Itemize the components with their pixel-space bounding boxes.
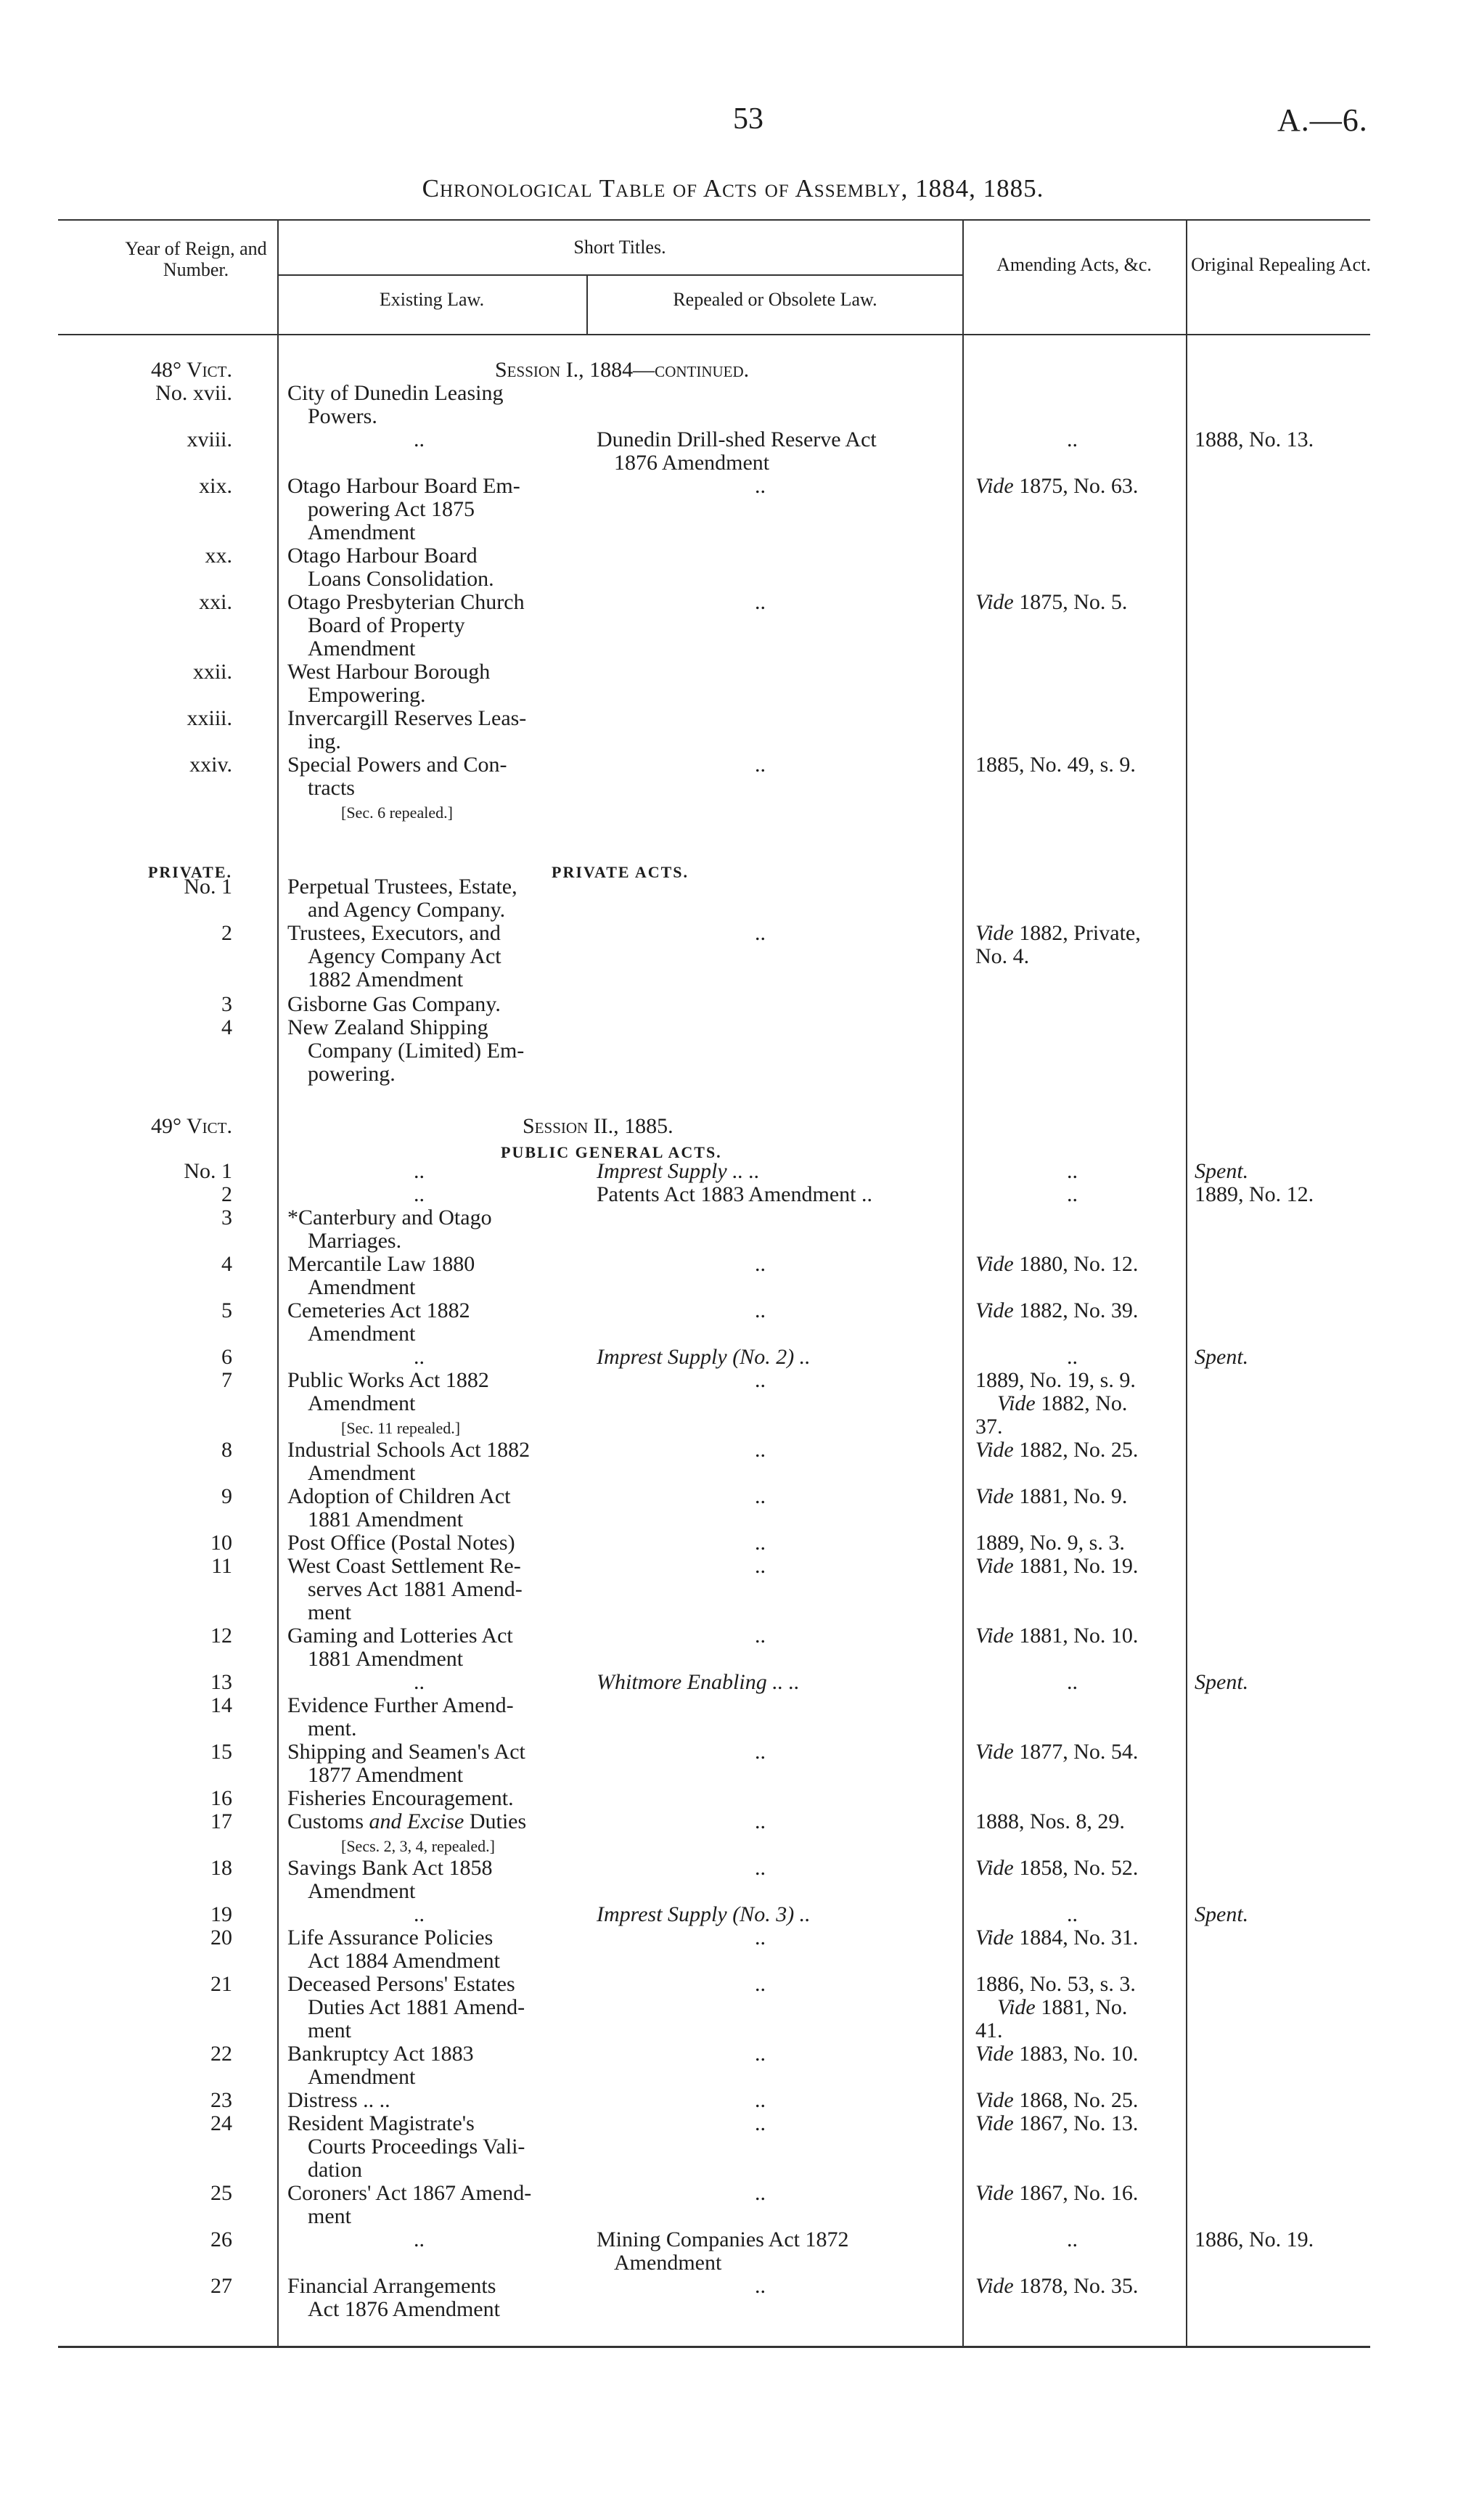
amending-act-text: Vide 1880, No. 12.	[975, 1252, 1139, 1276]
column-divider-1	[277, 219, 279, 2346]
header-year: Year of Reign, and Number.	[125, 238, 267, 280]
row-number: 14	[210, 1693, 232, 1717]
amending-act-text: Vide 1881, No. 19.	[975, 1554, 1139, 1578]
repealed-law-text: 1876 Amendment	[614, 451, 770, 475]
row-number: xxii.	[192, 660, 232, 684]
header-mid-rule	[277, 274, 962, 276]
repealed-law-text: ..	[755, 1809, 766, 1833]
row-number: 11	[211, 1554, 232, 1578]
amending-act-text: 1886, No. 53, s. 3.	[975, 1972, 1136, 1996]
amending-act-text: Vide 1882, No. 25.	[975, 1438, 1139, 1462]
original-repealing-act: 1889, No. 12.	[1195, 1182, 1314, 1206]
repealed-law-text: ..	[755, 1368, 766, 1392]
existing-law-text: Deceased Persons' Estates	[287, 1972, 515, 1996]
row-number: No. 1	[184, 875, 232, 899]
repealed-law-text: Imprest Supply (No. 2) ..	[597, 1345, 811, 1369]
existing-law-text: Adoption of Children Act	[287, 1484, 511, 1508]
existing-law-text: Gisborne Gas Company.	[287, 992, 501, 1016]
row-number: 2	[221, 921, 232, 945]
amending-act-text: 1885, No. 49, s. 9.	[975, 753, 1136, 777]
row-number: xviii.	[187, 428, 232, 451]
row-number: 27	[210, 2274, 232, 2298]
existing-law-text: Amendment	[308, 1879, 416, 1903]
row-number: xxi.	[199, 590, 232, 614]
row-number: 26	[210, 2228, 232, 2251]
repealed-law-text: ..	[755, 1531, 766, 1555]
document-reference: A.—6.	[1277, 102, 1368, 138]
existing-law-text: Marriages.	[308, 1229, 402, 1253]
existing-law-text: West Harbour Borough	[287, 660, 491, 684]
amending-act-text: 1888, Nos. 8, 29.	[975, 1809, 1125, 1833]
existing-law-text: 1881 Amendment	[308, 1647, 464, 1671]
repealed-law-text: Dunedin Drill-shed Reserve Act	[597, 428, 877, 451]
page-title: Chronological Table of Acts of Assembly, 1884, 1885.	[422, 174, 1044, 202]
repealed-law-text: Whitmore Enabling .. ..	[597, 1670, 800, 1694]
existing-law-text: ..	[414, 2228, 425, 2251]
existing-law-text: dation	[308, 2158, 362, 2182]
amending-act-text: Vide 1878, No. 35.	[975, 2274, 1139, 2298]
header-amending: Amending Acts, &c.	[996, 254, 1152, 275]
repealed-law-text: ..	[755, 1972, 766, 1996]
existing-law-text: Duties Act 1881 Amend-	[308, 1995, 525, 2019]
row-number: 4	[221, 1015, 232, 1039]
existing-law-text: ..	[414, 428, 425, 451]
page-number: 53	[733, 102, 763, 136]
amending-act-text: Vide 1875, No. 5.	[975, 590, 1128, 614]
session1-heading: Session I., 1884—continued.	[495, 358, 750, 382]
existing-law-text: Financial Arrangements	[287, 2274, 496, 2298]
amending-act-text: Vide 1882, Private,	[975, 921, 1141, 945]
repealed-law-text: ..	[755, 2181, 766, 2205]
row-number: 2	[221, 1182, 232, 1206]
row-number: 3	[221, 1206, 232, 1230]
amending-act-text: ..	[1067, 2228, 1078, 2251]
existing-law-text: Coroners' Act 1867 Amend-	[287, 2181, 532, 2205]
existing-law-text: Shipping and Seamen's Act	[287, 1740, 525, 1764]
row-number: 17	[210, 1809, 232, 1833]
amending-act-text: Vide 1881, No.	[997, 1995, 1128, 2019]
existing-law-text: Gaming and Lotteries Act	[287, 1624, 513, 1648]
existing-law-text: Trustees, Executors, and	[287, 921, 501, 945]
existing-law-text: ment	[308, 2018, 351, 2042]
amending-act-text: ..	[1067, 1902, 1078, 1926]
existing-law-text: ment.	[308, 1717, 357, 1740]
existing-law-text: West Coast Settlement Re-	[287, 1554, 521, 1578]
row-number: xix.	[199, 474, 232, 498]
existing-law-text: Otago Harbour Board	[287, 544, 478, 568]
original-repealing-act: Spent.	[1195, 1670, 1249, 1694]
session1-year: 48° Vict.	[151, 358, 232, 382]
existing-law-text: Courts Proceedings Vali-	[308, 2135, 525, 2159]
existing-law-text: tracts	[308, 776, 355, 800]
amending-act-text: Vide 1882, No. 39.	[975, 1298, 1139, 1322]
header-bottom-rule	[58, 334, 1370, 335]
repeal-note: [Secs. 2, 3, 4, repealed.]	[341, 1837, 495, 1855]
existing-law-text: Loans Consolidation.	[308, 567, 494, 591]
amending-act-text: 1889, No. 19, s. 9.	[975, 1368, 1136, 1392]
existing-law-text: Life Assurance Policies	[287, 1926, 494, 1950]
row-number: xxiv.	[189, 753, 232, 777]
existing-law-text: 1882 Amendment	[308, 968, 464, 991]
repealed-law-text: ..	[755, 1926, 766, 1950]
private-heading: PRIVATE ACTS.	[552, 863, 689, 881]
existing-law-text: Post Office (Postal Notes)	[287, 1531, 515, 1555]
existing-law-text: ment	[308, 1600, 351, 1624]
row-number: 23	[210, 2088, 232, 2112]
repealed-law-text: ..	[755, 1856, 766, 1880]
table-bottom-rule	[58, 2346, 1370, 2348]
amending-act-text: Vide 1881, No. 10.	[975, 1624, 1139, 1648]
amending-act-text: 37.	[975, 1415, 1003, 1439]
amending-act-text: ..	[1067, 1670, 1078, 1694]
column-divider-4	[1186, 219, 1187, 2346]
existing-law-text: Customs and Excise Duties	[287, 1809, 527, 1833]
amending-act-text: ..	[1067, 1159, 1078, 1183]
repealed-law-text: ..	[755, 2088, 766, 2112]
original-repealing-act: Spent.	[1195, 1345, 1249, 1369]
repealed-law-text: ..	[755, 590, 766, 614]
table-top-rule	[58, 219, 1370, 221]
header-short-titles: Short Titles.	[573, 237, 666, 258]
existing-law-text: Board of Property	[308, 613, 465, 637]
amending-act-text: Vide 1882, No.	[997, 1391, 1128, 1415]
original-repealing-act: 1886, No. 19.	[1195, 2228, 1314, 2251]
repealed-law-text: ..	[755, 1484, 766, 1508]
existing-law-text: serves Act 1881 Amend-	[308, 1577, 523, 1601]
existing-law-text: City of Dunedin Leasing	[287, 381, 504, 405]
row-number: 13	[210, 1670, 232, 1694]
existing-law-text: Powers.	[308, 404, 377, 428]
existing-law-text: Special Powers and Con-	[287, 753, 507, 777]
existing-law-text: Savings Bank Act 1858	[287, 1856, 493, 1880]
existing-law-text: Amendment	[308, 1391, 416, 1415]
repealed-law-text: ..	[755, 1252, 766, 1276]
amending-act-text: Vide 1858, No. 52.	[975, 1856, 1139, 1880]
existing-law-text: Amendment	[308, 637, 416, 660]
row-number: 21	[210, 1972, 232, 1996]
row-number: 4	[221, 1252, 232, 1276]
existing-law-text: Evidence Further Amend-	[287, 1693, 514, 1717]
amending-act-text: Vide 1867, No. 16.	[975, 2181, 1139, 2205]
row-number: 12	[210, 1624, 232, 1648]
row-number: 6	[221, 1345, 232, 1369]
row-number: No. 1	[184, 1159, 232, 1183]
amending-act-text: Vide 1881, No. 9.	[975, 1484, 1128, 1508]
repealed-law-text: Imprest Supply .. ..	[597, 1159, 760, 1183]
amending-act-text: Vide 1875, No. 63.	[975, 474, 1139, 498]
row-number: xxiii.	[187, 706, 232, 730]
repeal-note: [Sec. 6 repealed.]	[341, 803, 453, 822]
session2-heading: Session II., 1885.	[523, 1114, 673, 1138]
row-number: 25	[210, 2181, 232, 2205]
row-number: 9	[221, 1484, 232, 1508]
existing-law-text: Public Works Act 1882	[287, 1368, 489, 1392]
existing-law-text: powering.	[308, 1062, 396, 1086]
column-divider-3	[962, 219, 964, 2346]
row-number: 7	[221, 1368, 232, 1392]
existing-law-text: ..	[414, 1159, 425, 1183]
existing-law-text: ..	[414, 1902, 425, 1926]
existing-law-text: ment	[308, 2204, 351, 2228]
repealed-law-text: ..	[755, 2042, 766, 2066]
row-number: 3	[221, 992, 232, 1016]
existing-law-text: Act 1876 Amendment	[308, 2297, 500, 2321]
existing-law-text: ..	[414, 1670, 425, 1694]
repealed-law-text: ..	[755, 753, 766, 777]
original-repealing-act: Spent.	[1195, 1159, 1249, 1183]
repealed-law-text: ..	[755, 921, 766, 945]
repealed-law-text: ..	[755, 1554, 766, 1578]
row-number: 5	[221, 1298, 232, 1322]
existing-law-text: Amendment	[308, 1275, 416, 1299]
existing-law-text: Mercantile Law 1880	[287, 1252, 475, 1276]
amending-act-text: Vide 1877, No. 54.	[975, 1740, 1139, 1764]
amending-act-text: Vide 1868, No. 25.	[975, 2088, 1139, 2112]
repealed-law-text: ..	[755, 2274, 766, 2298]
existing-law-text: Fisheries Encouragement.	[287, 1786, 514, 1810]
existing-law-text: Otago Harbour Board Em-	[287, 474, 520, 498]
row-number: 10	[210, 1531, 232, 1555]
existing-law-text: and Agency Company.	[308, 898, 506, 922]
existing-law-text: New Zealand Shipping	[287, 1015, 488, 1039]
existing-law-text: Empowering.	[308, 683, 426, 707]
original-repealing-act: 1888, No. 13.	[1195, 428, 1314, 451]
session2-subheading: PUBLIC GENERAL ACTS.	[501, 1143, 722, 1161]
repealed-law-text: ..	[755, 1438, 766, 1462]
original-repealing-act: Spent.	[1195, 1902, 1249, 1926]
amending-act-text: Vide 1884, No. 31.	[975, 1926, 1139, 1950]
row-number: 20	[210, 1926, 232, 1950]
repealed-law-text: Amendment	[614, 2251, 722, 2275]
existing-law-text: Amendment	[308, 1322, 416, 1346]
amending-act-text: Vide 1867, No. 13.	[975, 2111, 1139, 2135]
row-number: No. xvii.	[155, 381, 232, 405]
existing-law-text: Agency Company Act	[308, 944, 501, 968]
repealed-law-text: ..	[755, 2111, 766, 2135]
existing-law-text: 1881 Amendment	[308, 1508, 464, 1531]
amending-act-text: ..	[1067, 428, 1078, 451]
repealed-law-text: Mining Companies Act 1872	[597, 2228, 849, 2251]
amending-act-text: 41.	[975, 2018, 1003, 2042]
row-number: 22	[210, 2042, 232, 2066]
existing-law-text: Resident Magistrate's	[287, 2111, 475, 2135]
amending-act-text: ..	[1067, 1345, 1078, 1369]
amending-act-text: 1889, No. 9, s. 3.	[975, 1531, 1125, 1555]
existing-law-text: ..	[414, 1182, 425, 1206]
amending-act-text: ..	[1067, 1182, 1078, 1206]
header-repealed: Repealed or Obsolete Law.	[673, 289, 877, 310]
session2-year: 49° Vict.	[151, 1114, 232, 1138]
existing-law-text: Otago Presbyterian Church	[287, 590, 525, 614]
existing-law-text: Industrial Schools Act 1882	[287, 1438, 531, 1462]
repeal-note: [Sec. 11 repealed.]	[341, 1419, 461, 1437]
existing-law-text: ing.	[308, 729, 341, 753]
existing-law-text: Amendment	[308, 520, 416, 544]
row-number: 16	[210, 1786, 232, 1810]
row-number: 24	[210, 2111, 232, 2135]
existing-law-text: Bankruptcy Act 1883	[287, 2042, 474, 2066]
header-existing: Existing Law.	[379, 289, 485, 310]
existing-law-text: *Canterbury and Otago	[287, 1206, 492, 1230]
repealed-law-text: ..	[755, 474, 766, 498]
existing-law-text: ..	[414, 1345, 425, 1369]
repealed-law-text: ..	[755, 1624, 766, 1648]
existing-law-text: Invercargill Reserves Leas-	[287, 706, 527, 730]
header-original: Original Repealing Act.	[1191, 254, 1371, 275]
row-number: 15	[210, 1740, 232, 1764]
row-number: 19	[210, 1902, 232, 1926]
existing-law-text: Company (Limited) Em-	[308, 1039, 525, 1063]
existing-law-text: Act 1884 Amendment	[308, 1949, 500, 1973]
row-number: xx.	[205, 544, 232, 568]
existing-law-text: 1877 Amendment	[308, 1763, 464, 1787]
private-label: PRIVATE.	[147, 863, 232, 881]
repealed-law-text: Imprest Supply (No. 3) ..	[597, 1902, 811, 1926]
existing-law-text: Amendment	[308, 2065, 416, 2089]
row-number: 8	[221, 1438, 232, 1462]
row-number: 18	[210, 1856, 232, 1880]
existing-law-text: Distress .. ..	[287, 2088, 390, 2112]
repealed-law-text: Patents Act 1883 Amendment ..	[597, 1182, 872, 1206]
existing-law-text: powering Act 1875	[308, 497, 475, 521]
repealed-law-text: ..	[755, 1740, 766, 1764]
amending-act-text: No. 4.	[975, 944, 1030, 968]
repealed-law-text: ..	[755, 1298, 766, 1322]
amending-act-text: Vide 1883, No. 10.	[975, 2042, 1139, 2066]
existing-law-text: Cemeteries Act 1882	[287, 1298, 470, 1322]
existing-law-text: Perpetual Trustees, Estate,	[287, 875, 517, 899]
existing-law-text: Amendment	[308, 1461, 416, 1485]
